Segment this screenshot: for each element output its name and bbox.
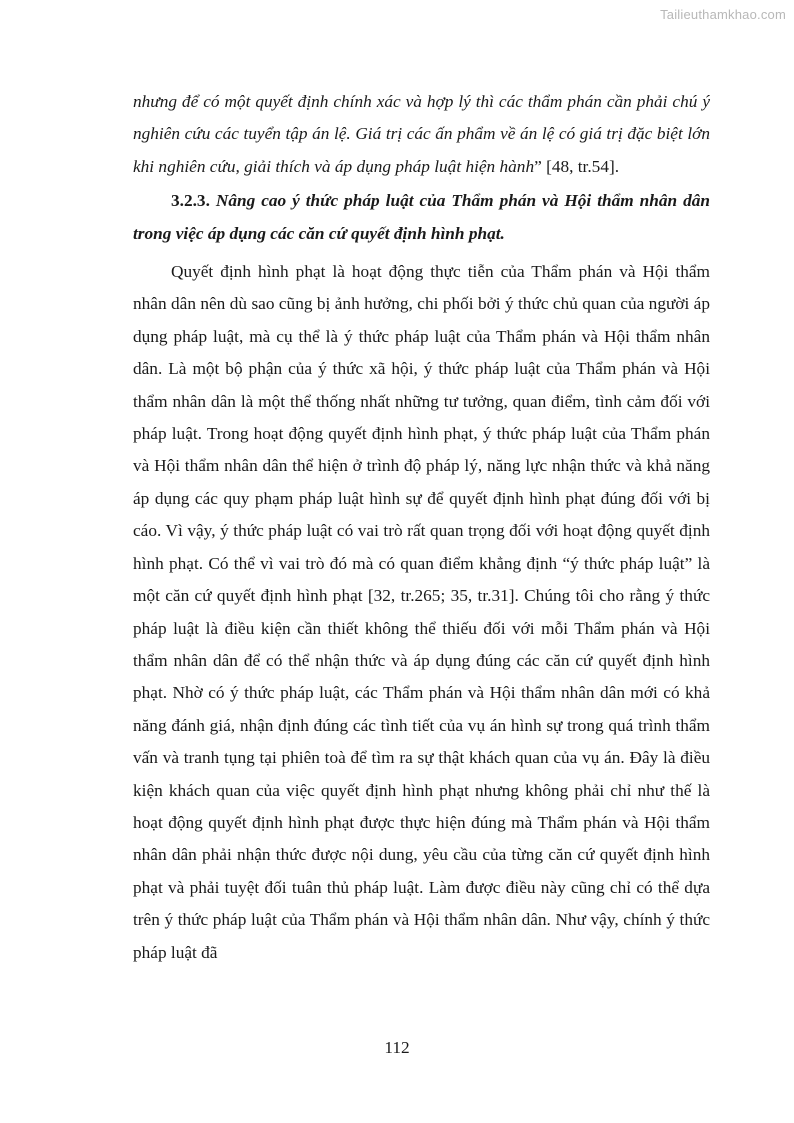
body-paragraph: Quyết định hình phạt là hoạt động thực tiễn của Thẩm phán và Hội thẩm nhân dân nên dù sao cũng bị ảnh hưởng, chi phối bởi ý thức chủ quan của người áp dụng pháp luật, mà cụ thể là ý thức pháp luật của Thẩm phán và Hội thẩm nhân dân. Là một bộ phận của ý thức xã hội, ý thức pháp luật của Thẩm phán và Hội thẩm nhân dân là một thể thống nhất những tư tưởng, quan điểm, tình cảm đối với pháp luật. Trong hoạt động quyết định hình phạt, ý thức pháp luật của Thẩm phán và Hội thẩm nhân dân thể hiện ở trình độ pháp lý, năng lực nhận thức và khả năng áp dụng các quy phạm pháp luật hình sự để quyết định hình phạt đúng đối với bị cáo. Vì vậy, ý thức pháp luật có vai trò rất quan trọng đối với hoạt động quyết định hình phạt. Có thể vì vai trò đó mà có quan điểm khẳng định “ý thức pháp luật” là một căn cứ quyết định hình phạt [32, tr.265; 35, tr.31]. Chúng tôi cho rằng ý thức pháp luật là điều kiện cần thiết không thể thiếu đối với mỗi Thẩm phán và Hội thẩm nhân dân để có thể nhận thức và áp dụng đúng các căn cứ quyết định hình phạt. Nhờ có ý thức pháp luật, các Thẩm phán và Hội thẩm nhân dân mới có khả năng đánh giá, nhận định đúng các tình tiết của vụ án hình sự trong quá trình thẩm vấn và tranh tụng tại phiên toà để tìm ra sự thật khách quan của vụ án. Đây là điều kiện khách quan của việc quyết định hình phạt nhưng không phải chỉ như thế là hoạt động quyết định hình phạt được thực hiện đúng mà Thẩm phán và Hội thẩm nhân dân phải nhận thức được nội dung, yêu cầu của từng căn cứ quyết định hình phạt và phải tuyệt đối tuân thủ pháp luật. Làm được điều này cũng chỉ có thể dựa trên ý thức pháp luật của Thẩm phán và Hội thẩm nhân dân. Như vậy, chính ý thức pháp luật đã <box>133 262 710 962</box>
page-number: 112 <box>384 1038 410 1057</box>
quote-italic-text: nhưng để có một quyết định chính xác và hợp lý thì các thẩm phán cần phải chú ý nghiên cứu các tuyển tập án lệ. Giá trị các ấn phẩm về án lệ có giá trị đặc biệt lớn khi nghiên cứu, giải thích và áp dụng pháp luật hiện hành <box>133 92 710 176</box>
section-number: 3.2.3. <box>171 191 210 211</box>
quote-paragraph <box>133 86 710 183</box>
page-body <box>133 86 710 969</box>
watermark-text: Tailieuthamkhao.com <box>660 7 786 22</box>
section-title: Nâng cao ý thức pháp luật của Thẩm phán và Hội thẩm nhân dân trong việc áp dụng các căn cứ quyết định hình phạt. <box>133 191 710 243</box>
section-heading <box>133 185 710 250</box>
quote-citation: ” [48, tr.54]. <box>534 156 620 176</box>
